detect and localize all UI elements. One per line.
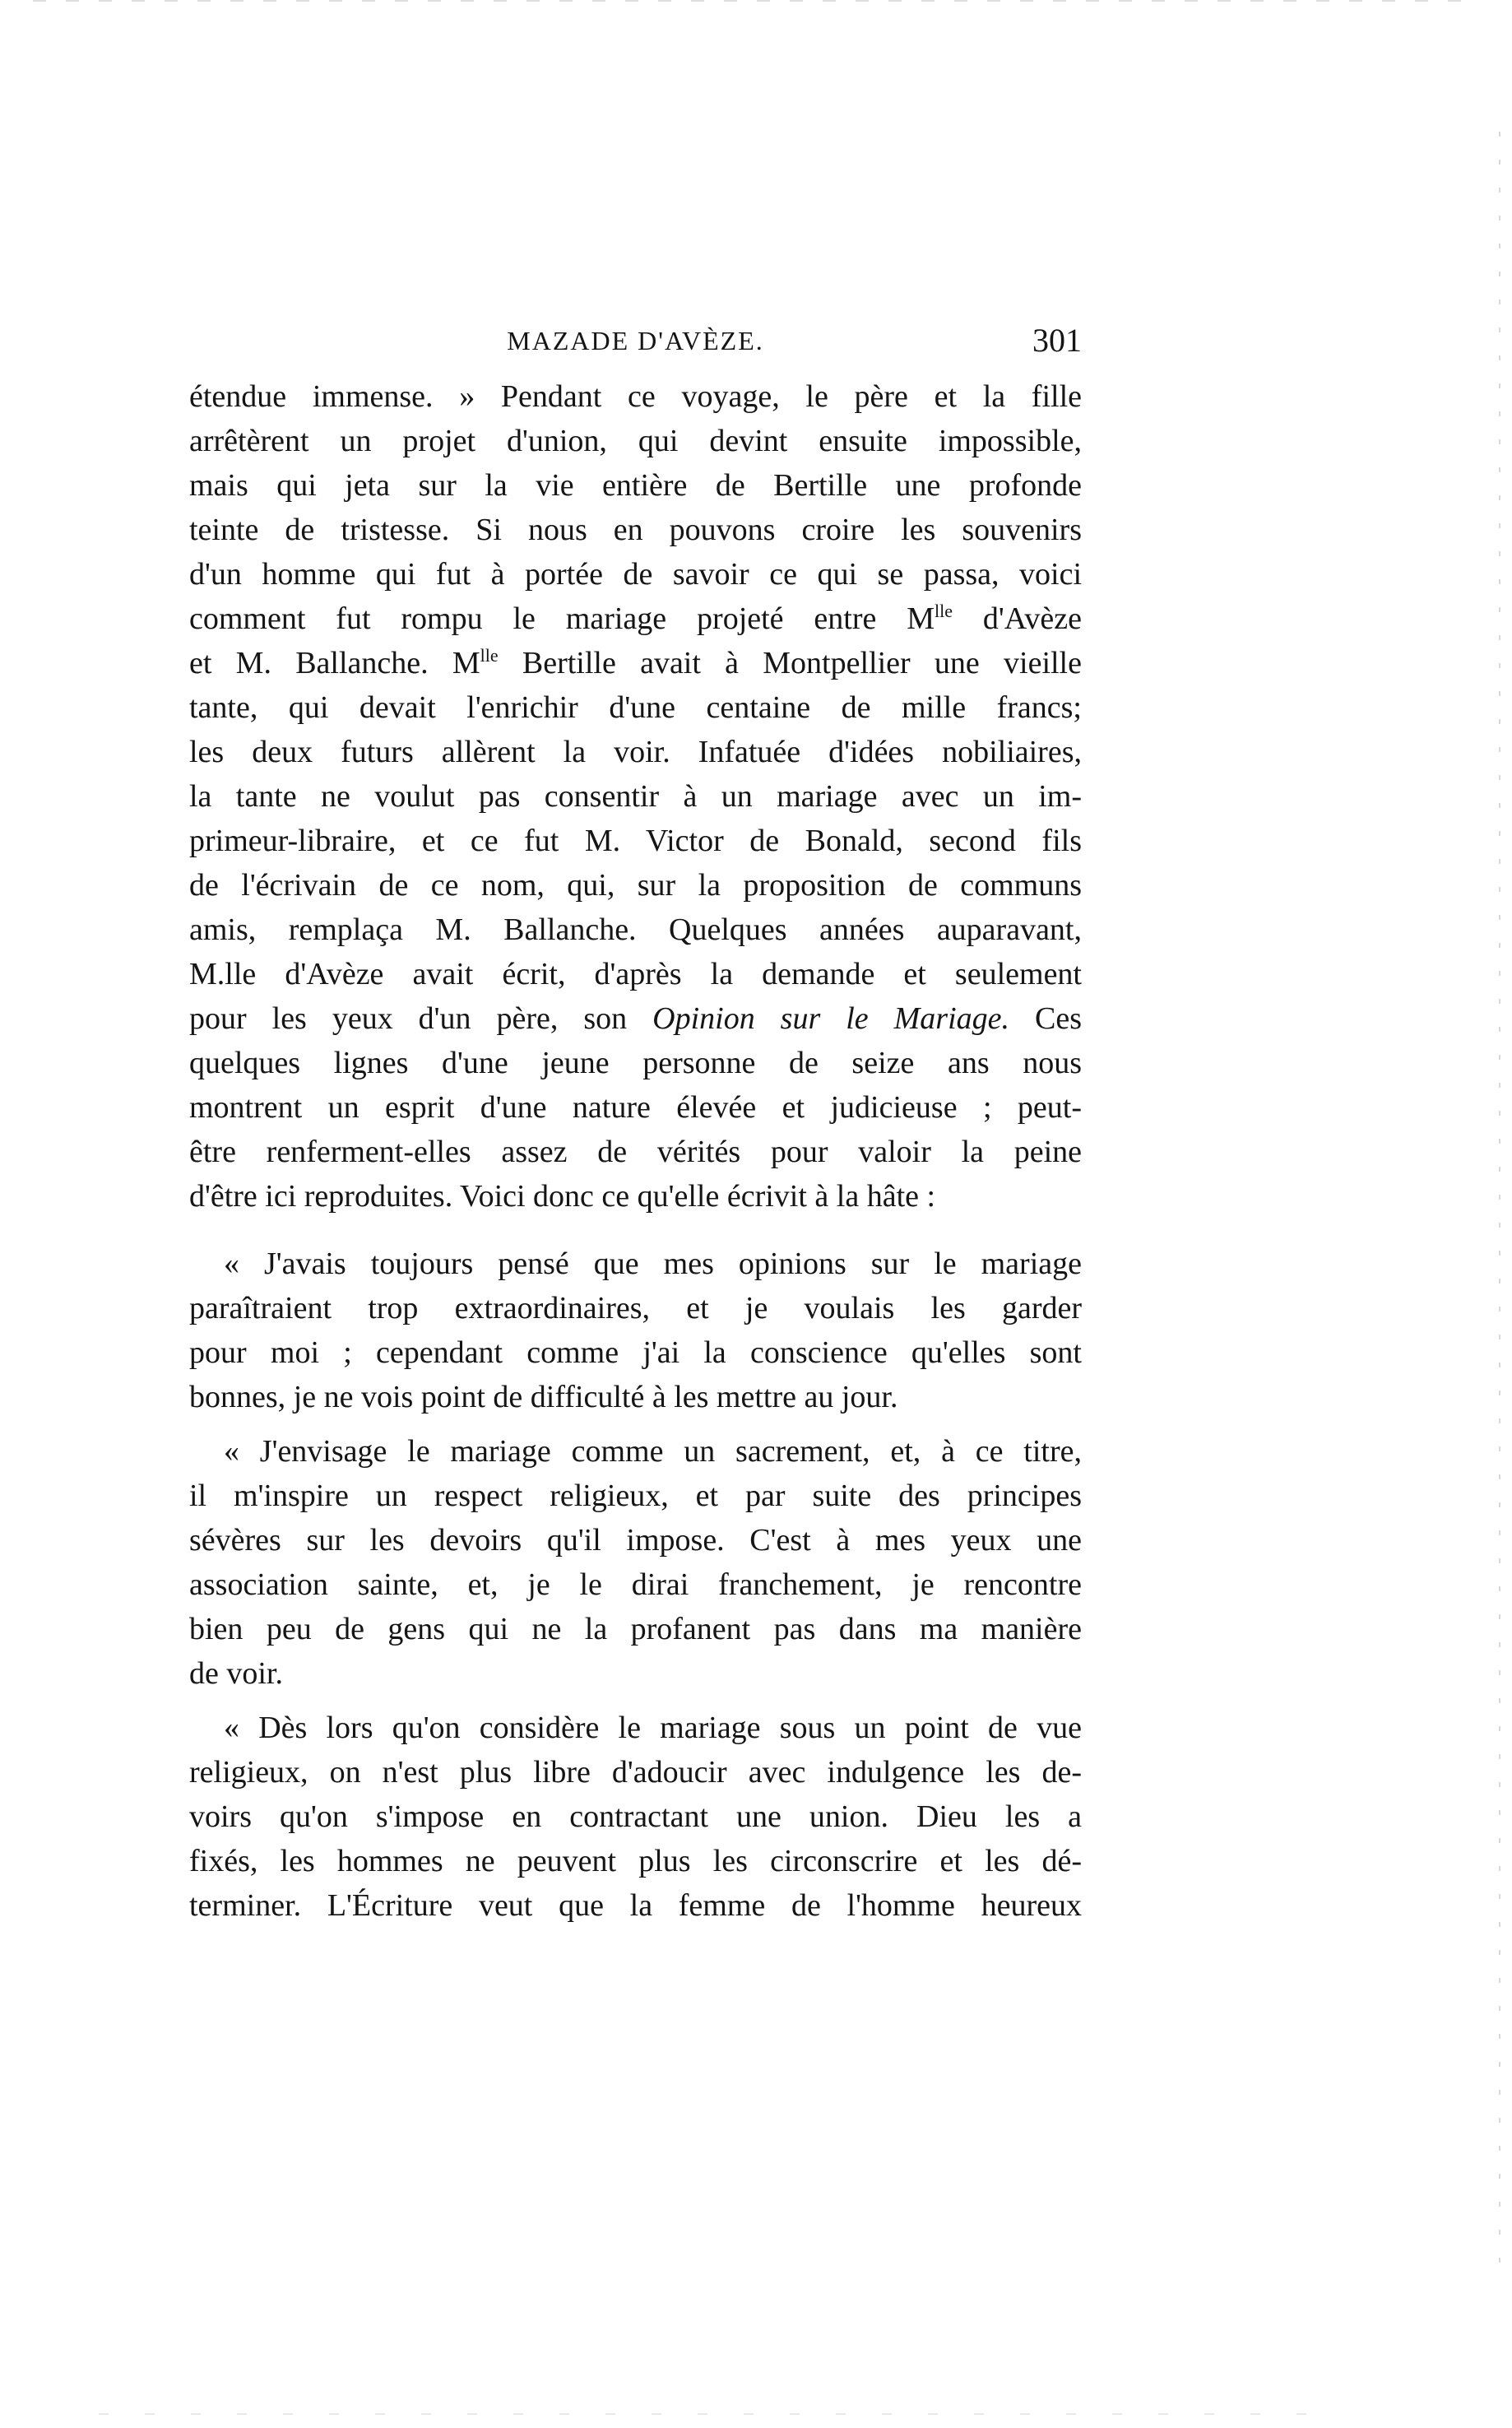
text-line (189, 597, 1082, 641)
superscript-abbreviation: lle (935, 601, 953, 621)
text-line (189, 641, 1082, 685)
paragraph-spacer (189, 1696, 1082, 1706)
italic-title: Opinion sur le Mariage. (652, 1001, 1010, 1036)
text-line: M.lle d'Avèze avait écrit, d'après la demande et seulement (189, 957, 1082, 991)
text-line: « J'avais toujours pensé que mes opinions sur le mariage (224, 1246, 1082, 1281)
text-line: sévères sur les devoirs qu'il impose. C'est à mes yeux une (189, 1523, 1082, 1558)
page-header (189, 321, 1082, 370)
text-line: voirs qu'on s'impose en contractant une union. Dieu les a (189, 1799, 1082, 1834)
text-line: la tante ne voulut pas consentir à un mariage avec un im- (189, 779, 1082, 814)
text-line: paraîtraient trop extraordinaires, et je voulais les garder (189, 1291, 1082, 1325)
text-line: mais qui jeta sur la vie entière de Bertille une profonde (189, 468, 1082, 503)
text-line: tante, qui devait l'enrichir d'une centaine de mille francs; (189, 690, 1082, 725)
text-line: étendue immense. » Pendant ce voyage, le père et la fille (189, 379, 1082, 414)
text-line: terminer. L'Écriture veut que la femme de l'homme heureux (189, 1888, 1082, 1923)
line-fragment: comment fut rompu le mariage projeté entre M (189, 601, 935, 636)
text-line: bonnes, je ne vois point de difficulté à les mettre au jour. (189, 1380, 898, 1414)
line-fragment: d'Avèze (953, 601, 1082, 636)
text-line: « J'envisage le mariage comme un sacrement, et, à ce titre, (224, 1434, 1082, 1469)
text-line: primeur-libraire, et ce fut M. Victor de Bonald, second fils (189, 824, 1082, 858)
line-fragment: Ces (1009, 1001, 1082, 1036)
text-line: arrêtèrent un projet d'union, qui devint ensuite impossible, (189, 424, 1082, 458)
text-line: quelques lignes d'une jeune personne de seize ans nous (189, 1046, 1082, 1080)
page-right-edge (1499, 132, 1500, 2271)
text-line: il m'inspire un respect religieux, et par suite des principes (189, 1479, 1082, 1513)
superscript-abbreviation: lle (480, 645, 499, 666)
quote-paragraph-1 (189, 1242, 1082, 1419)
main-text (189, 374, 1082, 1928)
paragraph-spacer (189, 1219, 1082, 1242)
text-line: association sainte, et, je le dirai franchement, je rencontre (189, 1567, 1082, 1602)
running-head: MAZADE D'AVÈZE. (507, 326, 764, 355)
paragraph-1 (189, 374, 1082, 1219)
line-fragment: et M. Ballanche. M (189, 646, 480, 680)
text-line: de voir. (189, 1656, 283, 1691)
text-line: les deux futurs allèrent la voir. Infatuée d'idées nobiliaires, (189, 735, 1082, 769)
text-line: pour moi ; cependant comme j'ai la conscience qu'elles sont (189, 1335, 1082, 1370)
text-line: être renferment-elles assez de vérités pour valoir la peine (189, 1135, 1082, 1169)
quote-paragraph-3 (189, 1706, 1082, 1928)
page-number: 301 (1032, 322, 1082, 359)
line-fragment: Bertille avait à Montpellier une vieille (498, 646, 1082, 680)
paragraph-spacer (189, 1419, 1082, 1429)
text-line: religieux, on n'est plus libre d'adoucir avec indulgence les de- (189, 1755, 1082, 1790)
text-line: fixés, les hommes ne peuvent plus les circonscrire et les dé- (189, 1844, 1082, 1878)
quote-paragraph-2 (189, 1429, 1082, 1696)
page-top-edge (33, 0, 1481, 2)
page-bottom-edge (99, 2413, 1333, 2415)
text-line: montrent un esprit d'une nature élevée et judicieuse ; peut- (189, 1090, 1082, 1125)
text-line: bien peu de gens qui ne la profanent pas dans ma manière (189, 1612, 1082, 1646)
line-fragment: pour les yeux d'un père, son (189, 1001, 653, 1036)
text-line: amis, remplaça M. Ballanche. Quelques années auparavant, (189, 912, 1082, 947)
text-line: d'être ici reproduites. Voici donc ce qu'elle écrivit à la hâte : (189, 1179, 936, 1214)
text-line: d'un homme qui fut à portée de savoir ce qui se passa, voici (189, 557, 1082, 592)
text-line: « Dès lors qu'on considère le mariage sous un point de vue (224, 1711, 1082, 1745)
text-line: de l'écrivain de ce nom, qui, sur la proposition de communs (189, 868, 1082, 903)
text-line: teinte de tristesse. Si nous en pouvons croire les souvenirs (189, 513, 1082, 547)
text-line (189, 996, 1082, 1041)
